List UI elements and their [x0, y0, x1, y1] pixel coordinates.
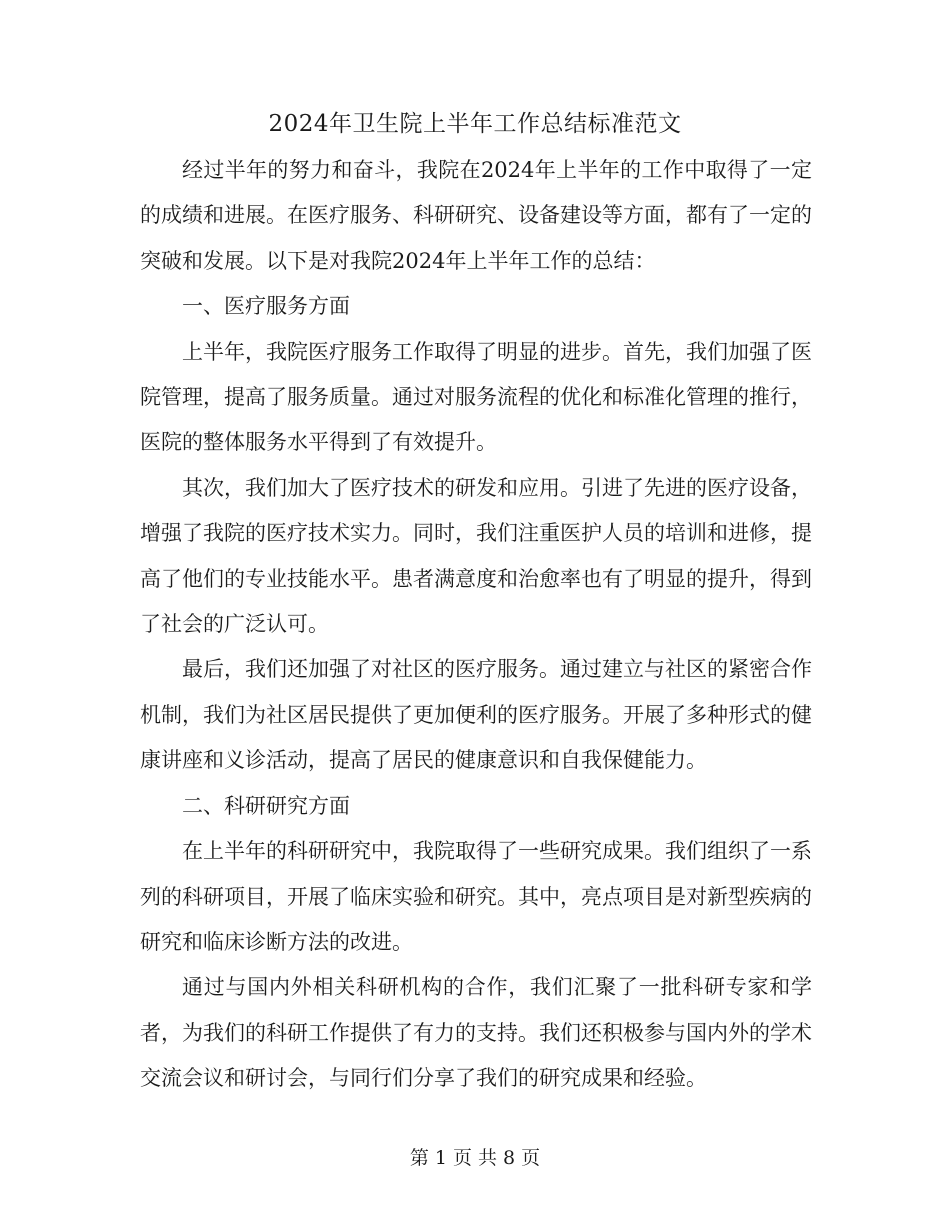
paragraph-research-1: 在上半年的科研研究中，我院取得了一些研究成果。我们组织了一系列的科研项目，开展了临床实验和研究。其中，亮点项目是对新型疾病的研究和临床诊断方法的改进。 — [140, 839, 812, 954]
section-heading-medical-service: 一、医疗服务方面 — [182, 294, 350, 319]
paragraph-intro: 经过半年的努力和奋斗，我院在2024年上半年的工作中取得了一定的成绩和进展。在医疗服务、科研研究、设备建设等方面，都有了一定的突破和发展。以下是对我院2024年上半年工作的总结： — [140, 158, 812, 273]
section-heading-research: 二、科研研究方面 — [182, 793, 350, 818]
document-title: 2024年卫生院上半年工作总结标准范文 — [268, 111, 682, 137]
paragraph-medical-service-2: 其次，我们加大了医疗技术的研发和应用。引进了先进的医疗设备，增强了我院的医疗技术实力。同时，我们注重医护人员的培训和进修，提高了他们的专业技能水平。患者满意度和治愈率也有了明显的提升，得到了社会的广泛认可。 — [140, 475, 812, 637]
paragraph-medical-service-1: 上半年，我院医疗服务工作取得了明显的进步。首先，我们加强了医院管理，提高了服务质量。通过对服务流程的优化和标准化管理的推行，医院的整体服务水平得到了有效提升。 — [140, 339, 812, 455]
document-body — [140, 148, 812, 1102]
paragraph-research-2: 通过与国内外相关科研机构的合作，我们汇聚了一批科研专家和学者，为我们的科研工作提供了有力的支持。我们还积极参与国内外的学术交流会议和研讨会，与同行们分享了我们的研究成果和经验。 — [140, 975, 812, 1091]
paragraph-medical-service-3: 最后，我们还加强了对社区的医疗服务。通过建立与社区的紧密合作机制，我们为社区居民提供了更加便利的医疗服务。开展了多种形式的健康讲座和义诊活动，提高了居民的健康意识和自我保健能力。 — [140, 657, 812, 773]
page-number-footer: 第 1 页 共 8 页 — [409, 1147, 541, 1169]
